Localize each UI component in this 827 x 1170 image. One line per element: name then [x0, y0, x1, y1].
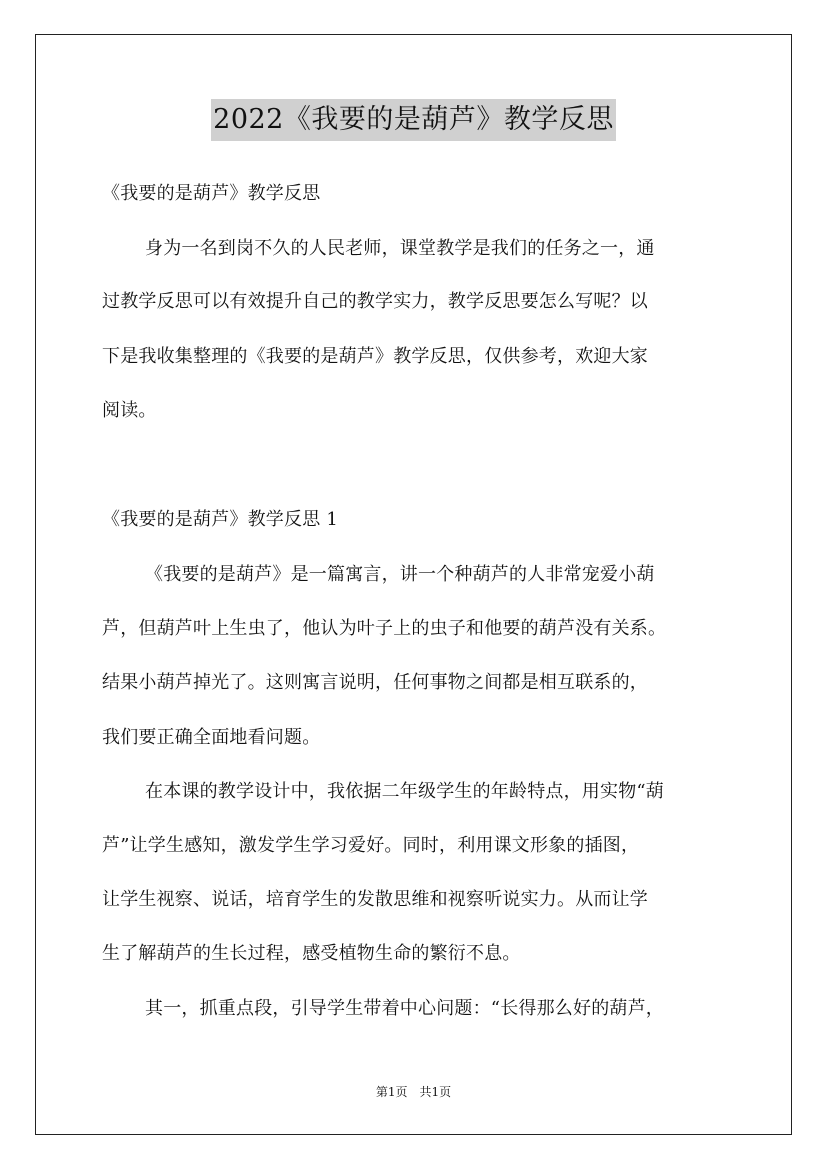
intro-line-4: 阅读。	[102, 400, 157, 421]
paragraph1-line-4: 我们要正确全面地看问题。	[102, 727, 321, 748]
document-title: 2022《我要的是葫芦》教学反思	[211, 99, 616, 141]
paragraph3-line-1: 其一，抓重点段，引导学生带着中心问题：“长得那么好的葫芦，	[145, 998, 664, 1019]
paragraph2-line-2: 芦”让学生感知，激发学生学习爱好。同时，利用课文形象的插图，	[102, 835, 640, 856]
paragraph1-line-2: 芦，但葫芦叶上生虫了，他认为叶子上的虫子和他要的葫芦没有关系。	[102, 618, 667, 639]
paragraph2-line-3: 让学生视察、说话，培育学生的发散思维和视察听说实力。从而让学	[102, 889, 648, 910]
paragraph2-line-1: 在本课的教学设计中，我依据二年级学生的年龄特点，用实物“葫	[145, 781, 664, 802]
page-number-footer: 第1页 共1页	[375, 1085, 452, 1099]
intro-line-2: 过教学反思可以有效提升自己的教学实力，教学反思要怎么写呢？以	[102, 291, 648, 312]
paragraph2-line-4: 生了解葫芦的生长过程，感受植物生命的繁衍不息。	[102, 943, 521, 964]
section-heading: 《我要的是葫芦》教学反思 1	[102, 509, 338, 530]
document-subtitle: 《我要的是葫芦》教学反思	[102, 183, 321, 204]
intro-line-1: 身为一名到岗不久的人民老师，课堂教学是我们的任务之一，通	[145, 238, 655, 259]
title-container	[0, 99, 827, 141]
paragraph1-line-1: 《我要的是葫芦》是一篇寓言，讲一个种葫芦的人非常宠爱小葫	[145, 564, 655, 585]
paragraph1-line-3: 结果小葫芦掉光了。这则寓言说明，任何事物之间都是相互联系的，	[102, 672, 648, 693]
intro-line-3: 下是我收集整理的《我要的是葫芦》教学反思，仅供参考，欢迎大家	[102, 346, 648, 367]
